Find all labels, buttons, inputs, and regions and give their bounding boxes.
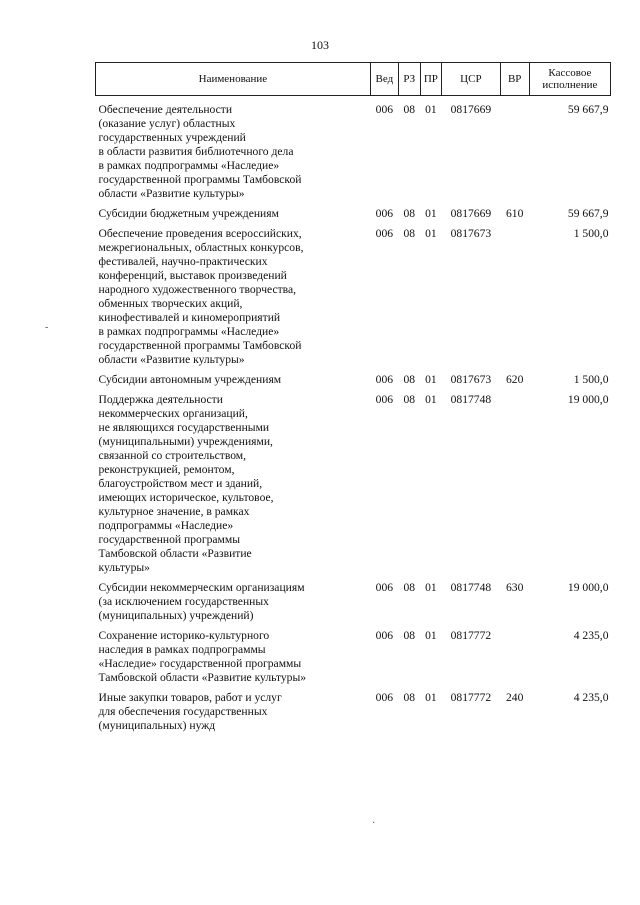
table-row [96,629,611,691]
row-csr: 0817772 [450,629,492,642]
row-csr: 0817772 [450,691,492,704]
row-rz: 08 [403,373,416,386]
row-name-line: Субсидии бюджетным учреждениям [98,207,279,220]
row-sum: 19 000,0 [567,393,609,406]
row-name-line: подпрограммы «Наследие» [98,519,234,532]
row-rz: 08 [403,393,416,406]
row-name-line: в области развития библиотечного дела [98,145,294,158]
row-name-line: (муниципальными) учреждениями, [98,435,273,448]
row-name-line: Сохранение историко-культурного [98,629,270,642]
row-name-line: фестивалей, научно-практических [98,255,268,268]
row-pr: 01 [425,629,437,642]
row-name-line: Субсидии некоммерческим организациям [98,581,305,594]
table-body [96,96,611,740]
row-name-line: Поддержка деятельности [98,393,223,406]
row-name-line: области «Развитие культуры» [98,353,245,366]
row-rz: 08 [403,691,416,704]
table-row [96,373,611,393]
row-csr: 0817669 [450,103,492,116]
row-vr [500,227,529,373]
row-name-line: области «Развитие культуры» [98,187,245,200]
header-pr: ПР [420,63,442,96]
row-ved: 006 [375,227,394,240]
table-row [96,581,611,629]
row-name-line: культуры» [98,561,150,574]
row-ved: 006 [375,373,394,386]
row-name-line: Тамбовской области «Развитие культуры» [98,671,307,684]
row-name-line: Иные закупки товаров, работ и услуг [98,691,282,704]
row-name-line: государственной программы Тамбовской [98,173,302,186]
row-name-line: (муниципальных) нужд [98,719,216,732]
row-name-line: в рамках подпрограммы «Наследие» [98,159,280,172]
row-name-line: народного художественного творчества, [98,283,297,296]
row-name [96,227,371,373]
table-row [96,227,611,373]
row-vr [500,96,529,208]
row-name-line: благоустройством мест и зданий, [98,477,263,490]
row-name-line: государственной программы [98,533,240,546]
row-pr: 01 [425,581,437,594]
row-name-line: государственных учреждений [98,131,246,144]
row-pr: 01 [425,373,437,386]
row-name-line: кинофестивалей и киномероприятий [98,311,281,324]
row-name-line: культурное значение, в рамках [98,505,250,518]
row-name-line: конференций, выставок произведений [98,269,287,282]
row-ved: 006 [375,581,394,594]
row-name-line: межрегиональных, областных конкурсов, [98,241,304,254]
row-name-line: связанной со строительством, [98,449,247,462]
row-vr: 630 [506,581,524,594]
row-name [96,373,371,393]
row-name-line: Субсидии автономным учреждениям [98,373,282,386]
row-name-line: государственной программы Тамбовской [98,339,302,352]
row-vr: 610 [506,207,524,220]
row-name [96,691,371,739]
row-csr: 0817673 [450,227,492,240]
row-vr: 620 [506,373,524,386]
row-sum: 1 500,0 [573,373,609,386]
row-name [96,629,371,691]
row-name-line: (оказание услуг) областных [98,117,236,130]
scan-mark: ‐ [45,322,49,333]
scan-mark: · [372,818,376,829]
row-sum: 19 000,0 [567,581,609,594]
header-ved: Вед [370,63,398,96]
row-sum: 1 500,0 [573,227,609,240]
row-name-line: Обеспечение деятельности [98,103,233,116]
table-row [96,96,611,208]
table-row [96,207,611,227]
row-vr [500,393,529,581]
budget-table [95,62,611,739]
row-sum: 59 667,9 [567,103,609,116]
row-csr: 0817748 [450,581,492,594]
header-vr: ВР [500,63,529,96]
row-pr: 01 [425,207,437,220]
table-row [96,691,611,739]
row-sum: 59 667,9 [567,207,609,220]
row-name-line: обменных творческих акций, [98,297,243,310]
row-sum: 4 235,0 [573,691,609,704]
table-header [96,63,611,96]
row-sum: 4 235,0 [573,629,609,642]
row-csr: 0817669 [450,207,492,220]
row-name [96,207,371,227]
row-name [96,393,371,581]
row-ved: 006 [375,393,394,406]
row-pr: 01 [425,691,437,704]
row-name-line: для обеспечения государственных [98,705,268,718]
row-name-line: наследия в рамках подпрограммы [98,643,266,656]
row-pr: 01 [425,103,437,116]
header-name: Наименование [96,63,371,96]
header-csr: ЦСР [442,63,500,96]
row-csr: 0817673 [450,373,492,386]
row-name [96,581,371,629]
row-name-line: Тамбовской области «Развитие [98,547,252,560]
row-csr: 0817748 [450,393,492,406]
row-name-line: реконструкцией, ремонтом, [98,463,235,476]
row-name-line: имеющих историческое, культовое, [98,491,274,504]
row-ved: 006 [375,103,394,116]
row-name-line: Обеспечение проведения всероссийских, [98,227,302,240]
row-vr [500,629,529,691]
row-pr: 01 [425,393,437,406]
row-rz: 08 [403,207,416,220]
page-number: 103 [311,38,329,52]
row-rz: 08 [403,581,416,594]
row-ved: 006 [375,629,394,642]
header-sum: Кассовое исполнение [529,63,610,96]
row-name-line: не являющихся государственными [98,421,270,434]
row-vr: 240 [506,691,524,704]
row-rz: 08 [403,629,416,642]
row-name-line: в рамках подпрограммы «Наследие» [98,325,280,338]
row-name [96,96,371,208]
row-name-line: (муниципальных) учреждений) [98,609,254,622]
row-name-line: некоммерческих организаций, [98,407,248,420]
table-row [96,393,611,581]
row-ved: 006 [375,691,394,704]
row-rz: 08 [403,227,416,240]
row-name-line: «Наследие» государственной программы [98,657,302,670]
row-pr: 01 [425,227,437,240]
row-rz: 08 [403,103,416,116]
row-ved: 006 [375,207,394,220]
row-name-line: (за исключением государственных [98,595,269,608]
header-rz: РЗ [398,63,420,96]
